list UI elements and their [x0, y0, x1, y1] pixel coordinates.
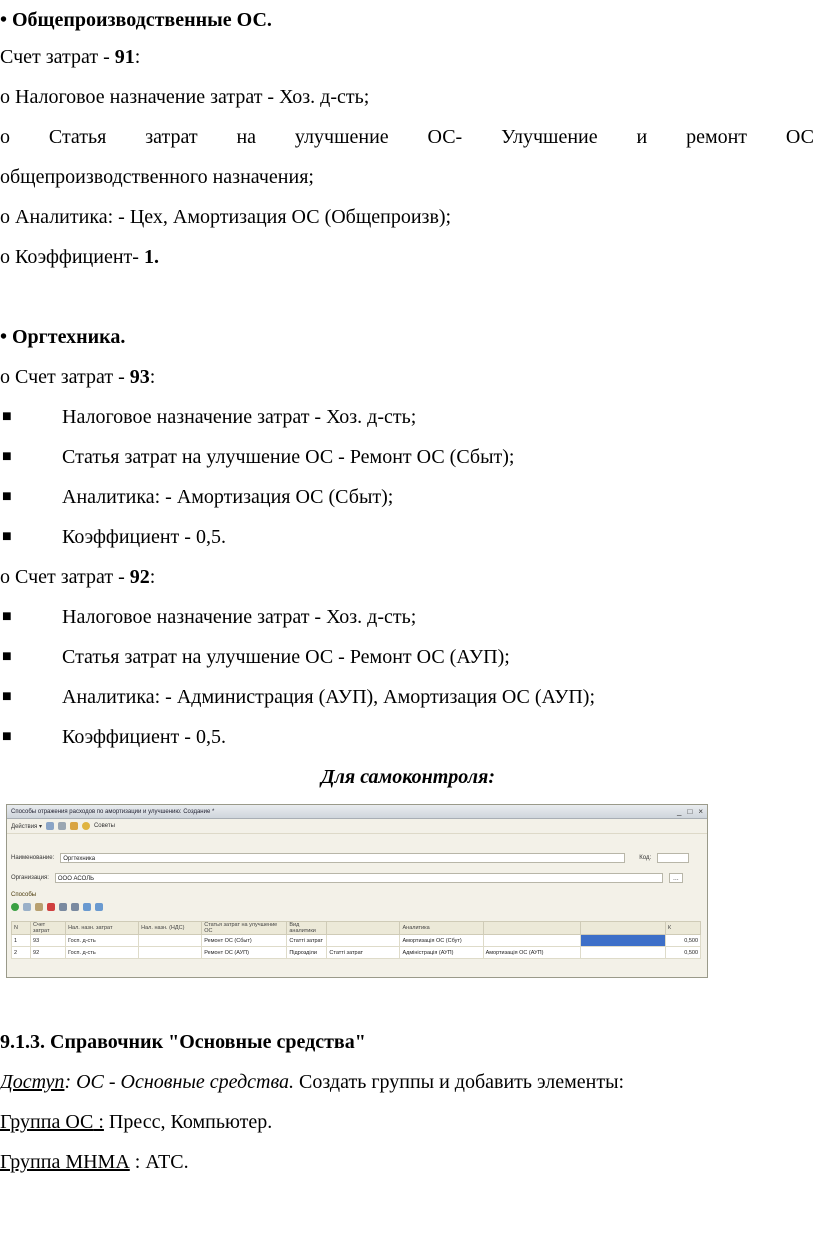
table-cell: Амортизація ОС (Сбут)	[400, 935, 483, 947]
add-row-icon[interactable]	[11, 903, 19, 911]
column-header[interactable]: Счет затрат	[31, 922, 66, 935]
code-field[interactable]	[657, 853, 689, 863]
organization-label: Организация:	[11, 875, 49, 881]
square-bullet-icon: ■	[2, 608, 12, 625]
table-row[interactable]	[12, 935, 701, 947]
column-header[interactable]: Вид аналитики	[287, 922, 327, 935]
table-cell: Амортизація ОС (АУП)	[483, 947, 580, 959]
cost-account-prefix: Счет затрат -	[0, 46, 115, 68]
list-item	[0, 645, 816, 669]
list-item	[0, 485, 816, 509]
actions-menu-button[interactable]: Действия ▾	[11, 823, 42, 830]
group-os-items: Пресс, Компьютер.	[103, 1111, 273, 1133]
organization-row	[11, 873, 683, 883]
form-toolbar	[7, 819, 707, 834]
acc92-prefix: o Счет затрат -	[0, 566, 130, 588]
window-title: Способы отражения расходов по амортизации и улучшению: Создание *	[11, 808, 215, 815]
cost-item-word: o	[0, 126, 10, 148]
cost-account-number: 91	[114, 46, 135, 68]
coefficient-prefix: o Коэффициент-	[0, 246, 144, 268]
selected-cell[interactable]	[580, 935, 665, 947]
tips-button[interactable]: Советы	[93, 823, 115, 829]
column-header[interactable]	[483, 922, 580, 935]
cost-item-word: ОС-	[427, 126, 463, 148]
list-item-text: Статья затрат на улучшение ОС - Ремонт ОС (Сбыт);	[62, 446, 515, 468]
cost-account-93-line	[0, 365, 155, 389]
refresh-icon[interactable]	[70, 822, 78, 830]
acc92-number: 92	[129, 566, 150, 588]
coefficient-value: 1.	[143, 246, 159, 268]
group-os-line	[0, 1110, 272, 1134]
self-control-heading: Для самоконтроля:	[320, 766, 496, 788]
cost-item-word: ремонт	[686, 126, 748, 148]
methods-table	[11, 921, 701, 959]
group-os-colon: :	[93, 1111, 104, 1133]
group-mnma-rest: : АТС.	[129, 1151, 189, 1173]
list-item-text: Аналитика: - Амортизация ОС (Сбыт);	[62, 486, 394, 508]
cost-item-continuation: общепроизводственного назначения;	[0, 166, 314, 188]
table-cell: Госп. д-сть	[66, 947, 139, 959]
table-cell: Статті затрат	[327, 947, 400, 959]
group-mnma-line	[0, 1150, 189, 1174]
move-down-icon[interactable]	[71, 903, 79, 911]
square-bullet-icon: ■	[2, 648, 12, 665]
cost-item-word: ОС	[785, 126, 814, 148]
sort-desc-icon[interactable]	[95, 903, 103, 911]
minimize-icon[interactable]: _	[677, 807, 682, 816]
acc92-suffix: :	[149, 566, 156, 588]
cost-item-word: и	[636, 126, 648, 148]
methods-toolbar	[11, 903, 103, 911]
help-icon[interactable]	[82, 822, 90, 830]
move-up-icon[interactable]	[59, 903, 67, 911]
code-label: Код:	[639, 855, 652, 861]
list-item	[0, 445, 816, 469]
list-item	[0, 525, 816, 549]
square-bullet-icon: ■	[2, 408, 12, 425]
cost-item-word: затрат	[145, 126, 198, 148]
tax-purpose-line: o Налоговое назначение затрат - Хоз. д-сть;	[0, 86, 370, 108]
cost-item-word: Статья	[48, 126, 107, 148]
table-cell	[327, 935, 400, 947]
name-row	[11, 853, 689, 863]
table-cell	[580, 947, 665, 959]
table-cell: Підрозділи	[287, 947, 327, 959]
copy-row-icon[interactable]	[23, 903, 31, 911]
name-label: Наименование:	[11, 855, 55, 861]
cost-account-suffix: :	[134, 46, 141, 68]
column-header[interactable]: N	[12, 922, 31, 935]
cost-account-92-line	[0, 565, 155, 589]
table-header-row	[12, 922, 701, 935]
print-icon[interactable]	[58, 822, 66, 830]
table-row[interactable]	[12, 947, 701, 959]
analytics-line: o Аналитика: - Цех, Амортизация ОС (Общепроизв);	[0, 206, 452, 228]
close-icon[interactable]: ×	[698, 807, 703, 816]
acc93-suffix: :	[149, 366, 156, 388]
column-header[interactable]: Нал. назн. (НДС)	[139, 922, 202, 935]
square-bullet-icon: ■	[2, 688, 12, 705]
square-bullet-icon: ■	[2, 528, 12, 545]
delete-row-icon[interactable]	[47, 903, 55, 911]
cost-item-word: улучшение	[294, 126, 389, 148]
group-os-label: Группа ОС	[0, 1111, 94, 1133]
table-cell	[139, 935, 202, 947]
square-bullet-icon: ■	[2, 448, 12, 465]
list-item	[0, 685, 816, 709]
access-line	[0, 1070, 624, 1094]
group-mnma-label: Группа МНМА	[0, 1151, 130, 1173]
table-cell: Госп. д-сть	[66, 935, 139, 947]
table-cell: Ремонт ОС (АУП)	[202, 947, 287, 959]
column-header[interactable]: К	[665, 922, 700, 935]
window-controls	[677, 807, 703, 816]
table-cell: 0,500	[665, 935, 700, 947]
acc93-number: 93	[129, 366, 150, 388]
coefficient-line	[0, 245, 159, 269]
table-cell: Ремонт ОС (Сбыт)	[202, 935, 287, 947]
list-item-text: Налоговое назначение затрат - Хоз. д-сть;	[62, 406, 417, 428]
access-label: Доступ	[0, 1071, 65, 1093]
acc93-prefix: o Счет затрат -	[0, 366, 130, 388]
edit-row-icon[interactable]	[35, 903, 43, 911]
organization-field[interactable]: ООО АСОЛЬ	[55, 873, 663, 883]
list-item-text: Аналитика: - Администрация (АУП), Амортизация ОС (АУП);	[62, 686, 596, 708]
list-item-text: Коэффициент - 0,5.	[62, 726, 226, 748]
list-item-text: Налоговое назначение затрат - Хоз. д-сть;	[62, 606, 417, 628]
table-cell: 0,500	[665, 947, 700, 959]
embedded-form-screenshot	[6, 804, 708, 978]
window-titlebar	[7, 805, 707, 819]
sort-asc-icon[interactable]	[83, 903, 91, 911]
save-icon[interactable]	[46, 822, 54, 830]
access-action: Создать группы и добавить элементы:	[294, 1071, 625, 1093]
list-item	[0, 405, 816, 429]
column-header[interactable]	[580, 922, 665, 935]
access-path: : ОС - Основные средства.	[64, 1071, 295, 1093]
name-field[interactable]: Оргтехника	[60, 853, 625, 863]
column-header[interactable]: Нал. назн. затрат	[66, 922, 139, 935]
table-cell: Адміністрація (АУП)	[400, 947, 483, 959]
heading-general-production-assets: • Общепроизводственные ОС.	[0, 9, 272, 31]
table-cell: 2	[12, 947, 31, 959]
cost-item-word: Улучшение	[501, 126, 598, 148]
cost-item-word: на	[236, 126, 257, 148]
cost-item-line	[0, 125, 814, 149]
select-icon[interactable]: …	[669, 873, 683, 883]
cost-account-91-line	[0, 45, 140, 69]
list-item-text: Статья затрат на улучшение ОС - Ремонт ОС (АУП);	[62, 646, 510, 668]
table-cell	[483, 935, 580, 947]
table-cell: 1	[12, 935, 31, 947]
table-cell	[139, 947, 202, 959]
column-header[interactable]: Статья затрат на улучшение ОС	[202, 922, 287, 935]
list-item	[0, 605, 816, 629]
table-cell: 92	[31, 947, 66, 959]
directory-heading: 9.1.3. Справочник "Основные средства"	[0, 1031, 366, 1053]
column-header[interactable]	[327, 922, 400, 935]
square-bullet-icon: ■	[2, 728, 12, 745]
methods-section-label: Способы	[11, 892, 37, 898]
column-header[interactable]: Аналитика	[400, 922, 483, 935]
list-item	[0, 725, 816, 749]
square-bullet-icon: ■	[2, 488, 12, 505]
heading-office-equipment: • Оргтехника.	[0, 326, 126, 348]
table-cell: Статті затрат	[287, 935, 327, 947]
maximize-icon[interactable]: □	[687, 807, 693, 816]
list-item-text: Коэффициент - 0,5.	[62, 526, 226, 548]
table-cell: 93	[31, 935, 66, 947]
